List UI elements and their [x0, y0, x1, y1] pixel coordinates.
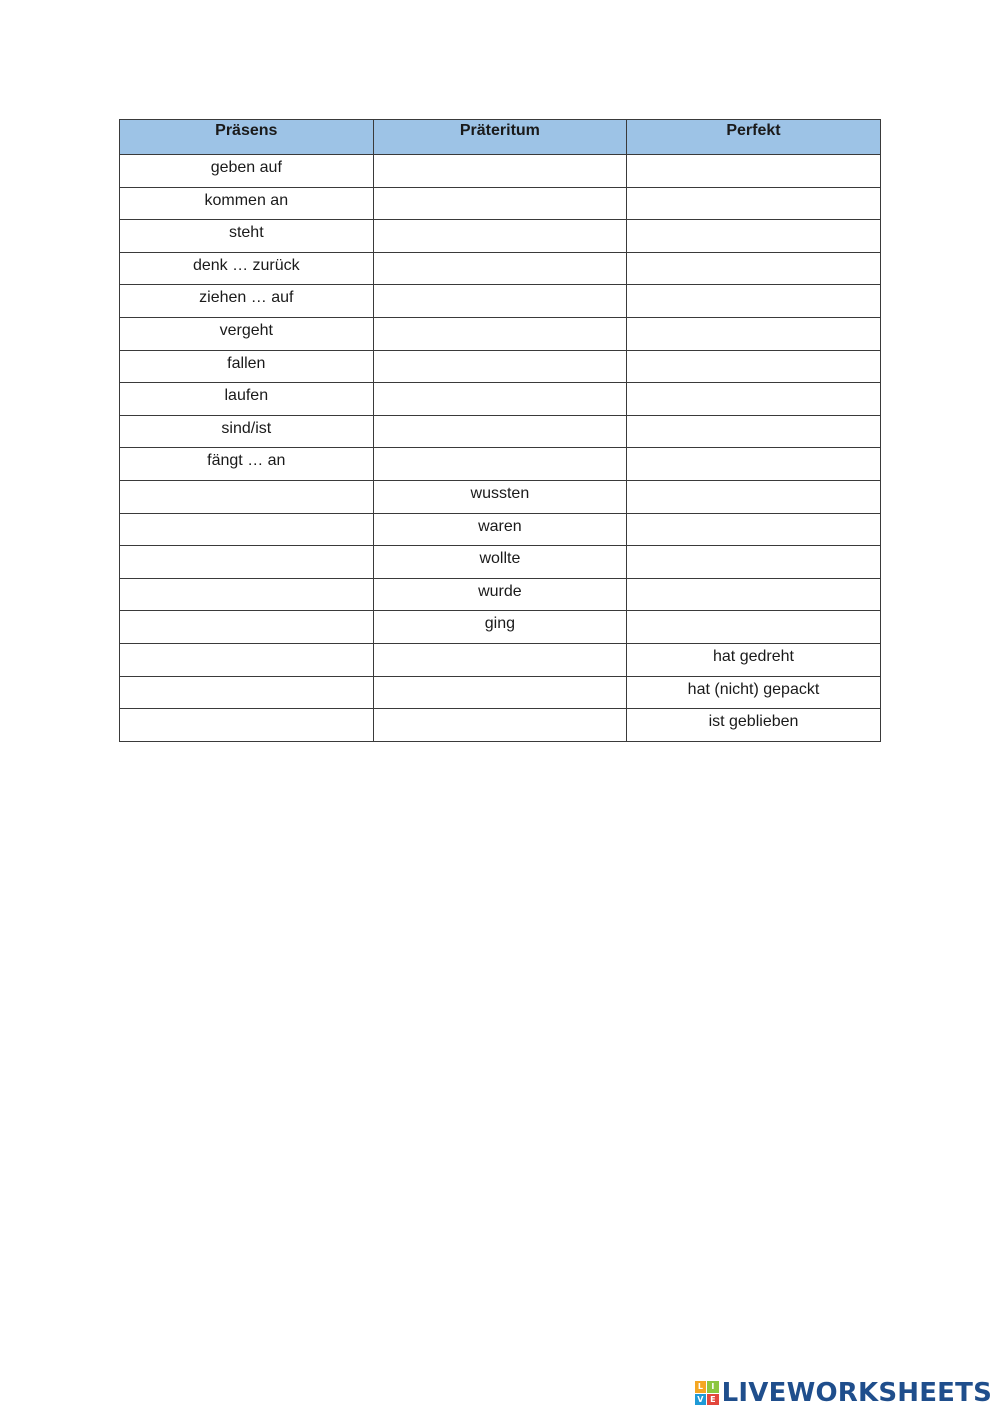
cell-perfekt[interactable] — [627, 546, 881, 579]
liveworksheets-logo-icon — [695, 1381, 719, 1405]
header-perfekt: Perfekt — [627, 120, 881, 155]
cell-praeteritum[interactable] — [373, 350, 627, 383]
table-row — [120, 415, 881, 448]
cell-praesens[interactable] — [120, 546, 374, 579]
cell-perfekt[interactable] — [627, 220, 881, 253]
cell-praesens[interactable] — [120, 611, 374, 644]
cell-praeteritum[interactable] — [373, 643, 627, 676]
cell-perfekt[interactable] — [627, 285, 881, 318]
cell-praesens[interactable] — [120, 578, 374, 611]
table-row — [120, 350, 881, 383]
table-row — [120, 220, 881, 253]
logo-letter-l: L — [695, 1381, 707, 1393]
table-row — [120, 643, 881, 676]
table-row — [120, 317, 881, 350]
table-row — [120, 155, 881, 188]
table-row — [120, 383, 881, 416]
cell-perfekt[interactable]: hat gedreht — [627, 643, 881, 676]
cell-praeteritum[interactable]: wurde — [373, 578, 627, 611]
cell-perfekt[interactable] — [627, 317, 881, 350]
cell-praesens[interactable]: fängt … an — [120, 448, 374, 481]
cell-perfekt[interactable]: hat (nicht) gepackt — [627, 676, 881, 709]
cell-perfekt[interactable] — [627, 350, 881, 383]
table-row — [120, 546, 881, 579]
cell-perfekt[interactable] — [627, 480, 881, 513]
table-row — [120, 285, 881, 318]
cell-perfekt[interactable] — [627, 448, 881, 481]
cell-praesens[interactable]: denk … zurück — [120, 252, 374, 285]
cell-praeteritum[interactable] — [373, 155, 627, 188]
cell-praeteritum[interactable] — [373, 285, 627, 318]
cell-perfekt[interactable] — [627, 252, 881, 285]
cell-praeteritum[interactable] — [373, 252, 627, 285]
header-praeteritum: Präteritum — [373, 120, 627, 155]
header-praesens: Präsens — [120, 120, 374, 155]
cell-praeteritum[interactable] — [373, 220, 627, 253]
cell-praeteritum[interactable] — [373, 448, 627, 481]
cell-praesens[interactable]: steht — [120, 220, 374, 253]
cell-praesens[interactable] — [120, 480, 374, 513]
cell-perfekt[interactable]: ist geblieben — [627, 709, 881, 742]
cell-perfekt[interactable] — [627, 383, 881, 416]
cell-praeteritum[interactable] — [373, 709, 627, 742]
verb-conjugation-table — [119, 119, 881, 742]
cell-praeteritum[interactable]: ging — [373, 611, 627, 644]
logo-letter-v: V — [695, 1394, 707, 1406]
cell-praesens[interactable] — [120, 709, 374, 742]
table-row — [120, 709, 881, 742]
cell-praeteritum[interactable] — [373, 415, 627, 448]
cell-perfekt[interactable] — [627, 155, 881, 188]
cell-perfekt[interactable] — [627, 578, 881, 611]
cell-perfekt[interactable] — [627, 415, 881, 448]
cell-praesens[interactable]: kommen an — [120, 187, 374, 220]
cell-praesens[interactable]: laufen — [120, 383, 374, 416]
cell-perfekt[interactable] — [627, 513, 881, 546]
cell-praesens[interactable]: fallen — [120, 350, 374, 383]
cell-perfekt[interactable] — [627, 611, 881, 644]
table-row — [120, 513, 881, 546]
logo-letter-e: E — [707, 1394, 719, 1406]
cell-praesens[interactable] — [120, 643, 374, 676]
table-row — [120, 252, 881, 285]
cell-praesens[interactable]: geben auf — [120, 155, 374, 188]
cell-praeteritum[interactable]: wollte — [373, 546, 627, 579]
cell-praesens[interactable] — [120, 676, 374, 709]
liveworksheets-wordmark: LIVEWORKSHEETS — [721, 1378, 992, 1408]
cell-praeteritum[interactable]: wussten — [373, 480, 627, 513]
table-row — [120, 578, 881, 611]
cell-praeteritum[interactable]: waren — [373, 513, 627, 546]
liveworksheets-brand[interactable] — [695, 1379, 992, 1407]
cell-praesens[interactable]: vergeht — [120, 317, 374, 350]
cell-praesens[interactable] — [120, 513, 374, 546]
table-row — [120, 676, 881, 709]
logo-letter-i: I — [707, 1381, 719, 1393]
cell-praeteritum[interactable] — [373, 317, 627, 350]
table-row — [120, 480, 881, 513]
cell-praesens[interactable]: sind/ist — [120, 415, 374, 448]
cell-praeteritum[interactable] — [373, 187, 627, 220]
table-row — [120, 187, 881, 220]
table-row — [120, 611, 881, 644]
cell-perfekt[interactable] — [627, 187, 881, 220]
cell-praeteritum[interactable] — [373, 676, 627, 709]
cell-praeteritum[interactable] — [373, 383, 627, 416]
cell-praesens[interactable]: ziehen … auf — [120, 285, 374, 318]
table-row — [120, 448, 881, 481]
table-header-row — [120, 120, 881, 155]
table-body — [120, 155, 881, 742]
